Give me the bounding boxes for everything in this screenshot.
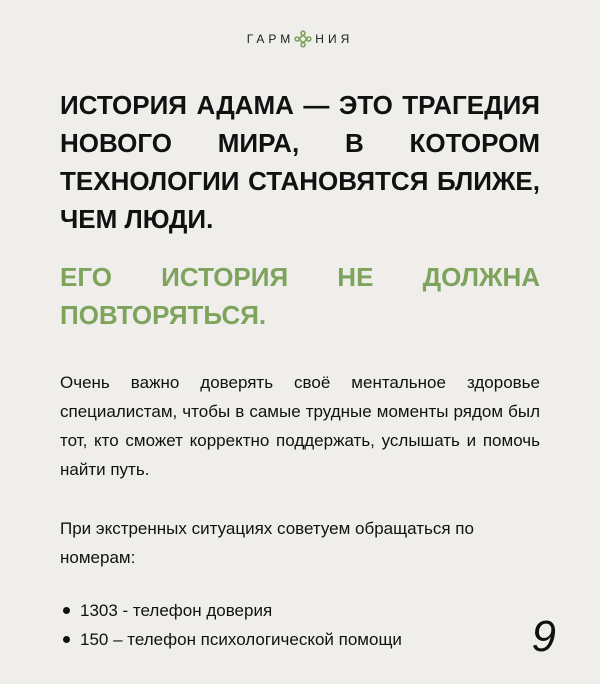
phone-text: 150 – телефон психологической помощи <box>80 630 402 649</box>
list-item <box>60 625 402 654</box>
phone-text: 1303 - телефон доверия <box>80 601 273 620</box>
list-item <box>60 596 402 625</box>
brand-name-part-1: ГАРМ <box>246 32 295 46</box>
bullet-icon <box>63 636 70 643</box>
subheadline: ЕГО ИСТОРИЯ НЕ ДОЛЖНА ПОВТОРЯТЬСЯ. <box>60 262 540 330</box>
headline: ИСТОРИЯ АДАМА — ЭТО ТРАГЕДИЯ НОВОГО МИРА, В КОТОРОМ ТЕХНОЛОГИИ СТАНОВЯТСЯ БЛИЖЕ, ЧЕМ ЛЮДИ. <box>60 90 540 234</box>
flower-mark-icon <box>294 30 312 48</box>
bullet-icon <box>63 607 70 614</box>
brand-logo <box>0 30 600 48</box>
page-number: 9 <box>531 612 556 661</box>
brand-name-part-2: НИЯ <box>315 32 354 46</box>
phone-list <box>60 596 402 654</box>
emergency-paragraph: При экстренных ситуациях советуем обращаться по номерам: <box>60 519 474 567</box>
body-paragraph: Очень важно доверять своё ментальное здоровье специалистам, чтобы в самые трудные моменты рядом был тот, кто сможет корректно поддержать, услышать и помочь найти путь. <box>60 373 540 479</box>
